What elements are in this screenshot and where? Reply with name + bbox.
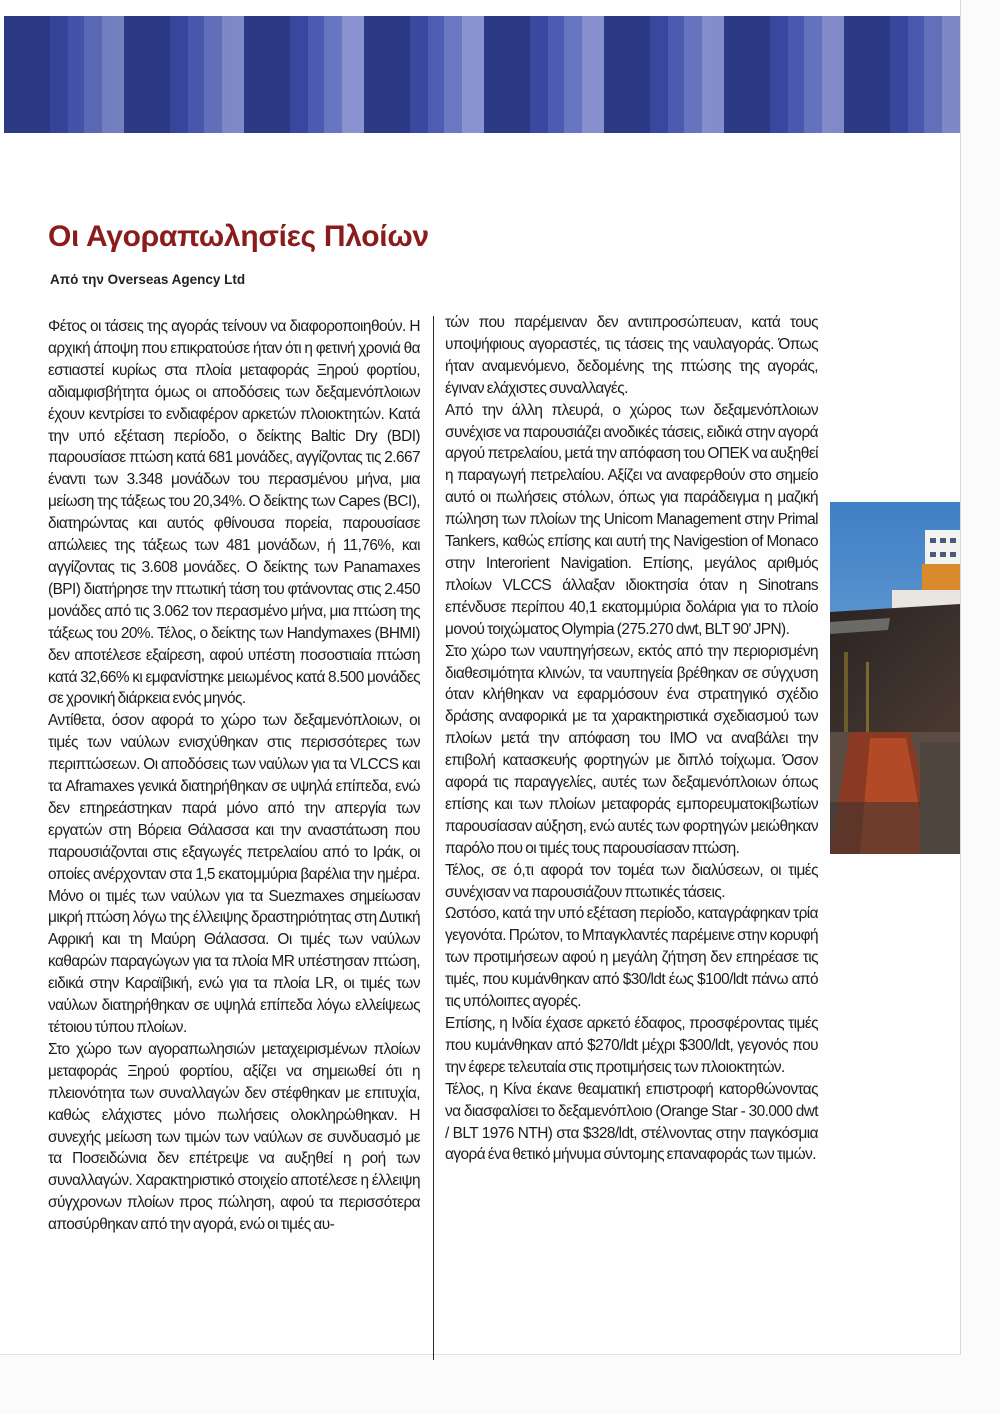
paragraph: Από την άλλη πλευρά, ο χώρος των δεξαμενόπλοιων συνέχισε να παρουσιάζει ανοδικές τάσεις, ειδικά στην αγορά αργού πετρελαίου, μετά την απόφαση του ΟΠΕΚ να αυξηθεί η παραγωγή πετρελαίου. Αξίζει να αναφερθούν στο σημείο αυτό οι πωλήσεις στόλων, όπως για παράδειγμα η μαζική πώληση των πλοίων της Unicom Management στην Primal Tankers, καθώς επίσης και αυτή της Navigestion of Monaco στην Interorient Navigation. Επίσης, μεγάλος αριθμός πλοίων VLCCS άλλαξαν ιδιοκτησία όταν η Sinotrans επένδυσε περίπου 40,1 εκατομμύρια δολάρια για το πλοίο μονού τοιχώματος Olympia (275.270 dwt, BLT 90' JPN). bbox=[445, 401, 818, 638]
article-title: Οι Αγοραπωλησίες Πλοίων bbox=[48, 220, 429, 253]
paragraph: Τέλος, σε ό,τι αφορά τον τομέα των διαλύσεων, οι τιμές συνέχισαν να παρουσιάζουν πτωτικές τάσεις. bbox=[445, 861, 818, 901]
paragraph: Αντίθετα, όσον αφορά το χώρο των δεξαμενόπλοιων, οι τιμές των ναύλων ενισχύθηκαν στις περισσότερες των περιπτώσεων. Οι αποδόσεις των ναύλων για τα VLCCS και τα Aframaxes γενικά διατηρήθηκαν σε υψηλά επίπεδα, ενώ δεν επηρεάστηκαν παρά μόνο από την απεργία των εργατών στη Βόρεια Θάλασσα και την αναστάτωση που παρουσιάζονται στις εξαγωγές πετρελαίου από το Ιράκ, οι οποίες ανέρχονταν στα 1,5 εκατομμύρια βαρέλια την ημέρα. Μόνο οι τιμές των ναύλων για τα Suezmaxes σημείωσαν μικρή πτώση λόγω της έλλειψης δραστηριότητας στη Δυτική Αφρική και τη Μαύρη Θάλασσα. Οι τιμές των ναύλων καθαρών παραγώγων για τα πλοία MR υπέστησαν πτώση, ειδικά στην Καραϊβική, ενώ για τα πλοία LR, οι τιμές των ναύλων διατηρήθηκαν σε υψηλά επίπεδα λόγω ελλείψεως τέτοιου τύπου πλοίων. bbox=[48, 712, 420, 1036]
paragraph: Στο χώρο των ναυπηγήσεων, εκτός από την περιορισμένη διαθεσιμότητα κλινών, τα ναυπηγεία βρέθηκαν σε σύγχυση όταν κλήθηκαν να εφαρμόσουν ένα στρατηγικό σχέδιο δράσης αναφορικά με τα χαρακτηριστικά σχεδιασμού των πλοίων μετά την απόφαση του IMO να αναβάλει την επιβολή κατασκευής φορτηγών με διπλό τοίχωμα. Όσον αφορά τις παραγγελίες, αυτές των δεξαμενόπλοιων όπως επίσης και των πλοίων μεταφοράς εμπορευματοκιβωτίων παρουσίασαν αύξηση, ενώ αυτές των φορτηγών μειώθηκαν παρόλο που οι τιμές τους παρουσίασαν πτώση. bbox=[445, 642, 818, 857]
article-byline: Από την Overseas Agency Ltd bbox=[50, 272, 246, 287]
paragraph: Στο χώρο των αγοραπωλησιών μεταχειρισμένων πλοίων μεταφοράς Ξηρού φορτίου, αξίζει να σημειωθεί ότι η πλειονότητα των συναλλαγών δεν στέφθηκαν με επιτυχία, καθώς ελάχιστες μόνο πωλήσεις ολοκληρώθηκαν. Η συνεχής μείωση των τιμών των ναύλων σε συνδυασμό με τα Ποσειδώνια δεν επέτρεψε να αυξηθεί η ροή των συναλλαγών. Χαρακτηριστικό στοιχείο αποτέλεσε η έλλειψη σύγχρονων πλοίων προς πώληση, αφού τα περισσότερα αποσύρθηκαν από την αγορά, ενώ οι τιμές αυ- bbox=[48, 1040, 420, 1234]
paragraph: Ωστόσο, κατά την υπό εξέταση περίοδο, καταγράφηκαν τρία γεγονότα. Πρώτον, το Μπαγκλαντές παρέμεινε στην κορυφή των προτιμήσεων αφού η μεγάλη ζήτηση δεν επηρέασε τις τιμές, που κυμάνθηκαν από $30/ldt έως $100/ldt πάνω από τις υπόλοιπες αγορές. bbox=[445, 905, 818, 1011]
paragraph: τών που παρέμειναν δεν αντιπροσώπευαν, κατά τους υποψήφιους αγοραστές, τις τάσεις της ναυλαγοράς. Όπως ήταν αναμενόμενο, δεδομένης της πτώσης της αγοράς, έγιναν ελάχιστες συναλλαγές. bbox=[445, 314, 818, 397]
header-color-band bbox=[4, 16, 960, 133]
right-text-column bbox=[445, 312, 818, 1166]
ship-photo bbox=[830, 502, 960, 854]
left-text-column bbox=[48, 316, 420, 1236]
paragraph: Τέλος, η Κίνα έκανε θεαματική επιστροφή κατορθώνοντας να διασφαλίσει το δεξαμενόπλοιο (Orange Star - 30.000 dwt / BLT 1976 NTH) στα $328/ldt, στέλνοντας στην παγκόσμια αγορά ένα θετικό μήνυμα σύντομης επαναφοράς των τιμών. bbox=[445, 1080, 818, 1164]
paragraph: Επίσης, η Ινδία έχασε αρκετό έδαφος, προσφέροντας τιμές που κυμάνθηκαν από $270/ldt μέχρι $300/ldt, γεγονός που την έφερε τελευταία στις προτιμήσεις των πλοιοκτητών. bbox=[445, 1015, 818, 1076]
paragraph: Φέτος οι τάσεις της αγοράς τείνουν να διαφοροποιηθούν. Η αρχική άποψη που επικρατούσε ήταν ότι η φετινή χρονιά θα εστιαστεί κυρίως στα πλοία μεταφοράς Ξηρού φορτίου, αδιαμφισβήτητα όμως οι αποδόσεις των δεξαμενόπλοιων έχουν κεντρίσει το ενδιαφέρον αρκετών πλοιοκτητών. Κατά την υπό εξέταση περίοδο, ο δείκτης Baltic Dry (BDI) παρουσίασε πτώση κατά 681 μονάδες, αγγίζοντας τις 2.667 έναντι των 3.348 μονάδων του περασμένου μήνα, μια μείωση της τάξεως του 20,34%. Ο δείκτης των Capes (BCI), διατηρώντας και αυτός φθίνουσα πορεία, παρουσίασε απώλειες της τάξεως των 481 μονάδων, ή 11,76%, και αγγίζοντας τις 3.608 μονάδες. Ο δείκτης των Panamaxes (BPI) διατήρησε την πτωτική τάση του φτάνοντας στις 2.450 μονάδες από τις 3.062 τον περασμένο μήνα, μια πτώση της τάξεως του 20%. Τέλος, ο δείκτης των Handymaxes (BHMI) δεν αποτέλεσε εξαίρεση, αφού υπέστη ποσοστιαία πτώση κατά 32,66% κι εμφανίστηκε μειωμένος κατά 8.500 μονάδες σε χρονική διάρκεια ενός μηνός. bbox=[48, 318, 420, 708]
column-divider bbox=[433, 316, 434, 1360]
